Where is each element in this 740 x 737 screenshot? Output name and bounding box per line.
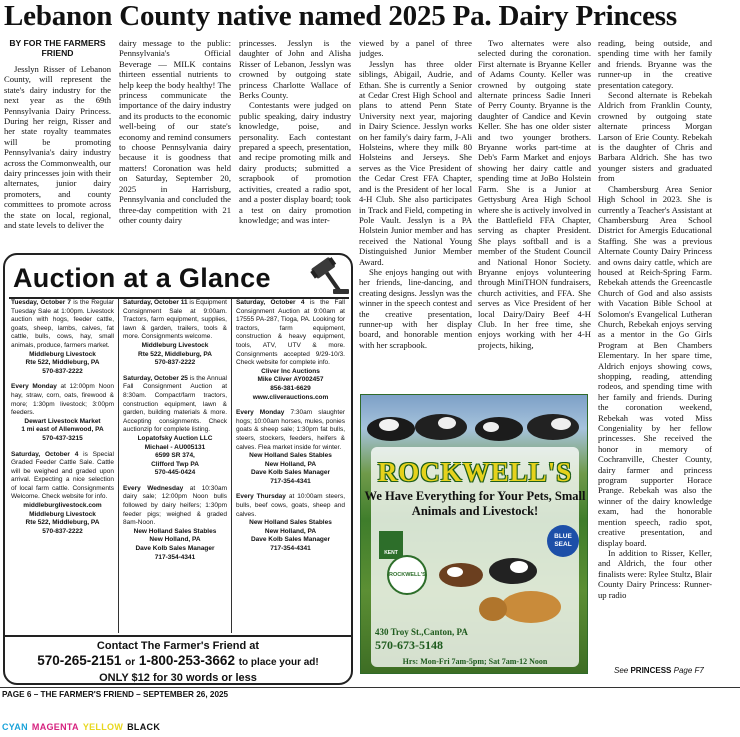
article-column-5 bbox=[478, 38, 591, 390]
listing-day: Every Monday bbox=[11, 383, 57, 391]
listing-contact-line: 6599 SR 374, bbox=[155, 452, 195, 460]
article-text-col6c: Chambersburg Area Senior High School in 2023. She is currently a Teacher's Assistant at Chambersburg Area School District for Amergis Educational Staffing. She was a previous Alternate County Dairy Princess and owns dairy cattle, which are housed at Reich-Spring Farm. Rebekah attends the Greencastle Church of God and also assists with Vacation Bible School at Solomon's Evangelical Lutheran Church, Rebekah enjoys serving as a mentor in the Go Girls Program at Ben Chambers Elementary. In her spare time, Aldrich enjoys showing cows, shopping, reading, attending rodeos, and spending time with her family and friends. During the coronation weekend, Rebekah was voted Miss Congeniality by her fellow princesses. She received the honor in memory of Cochranville, Chester County, dairy farmer and princess program supporter Horace Prange. Rebekah was also the winner of the dairy knowledge exam, had the honorable mention speech, radio spot, creative presentation, and display board. bbox=[598, 183, 712, 548]
article-text-col1: Jesslyn Risser of Lebanon County, will represent the state's dairy industry for the next year as the 69th Pennsylvania Dairy Princess. During her reign, Risser and her state royalty teammates will be promoting Pennsylvania's dairy industry across the Commonwealth, our dairy princesses join with their alternates, junior dairy promoters, and county committees to promote across the state on local, regional, and state levels to deliver the bbox=[4, 64, 111, 231]
auction-title: Auction at a Glance bbox=[13, 263, 271, 293]
listing-contact-line: Dave Kolb Sales Manager bbox=[250, 536, 331, 544]
listing-contact-line: Middleburg Livestock bbox=[141, 341, 209, 349]
listing-contact-line: New Holland Sales Stables bbox=[249, 452, 332, 460]
listing-description bbox=[123, 485, 227, 528]
listing-contact-line: New Holland, PA bbox=[264, 527, 317, 535]
listing-contact-line: New Holland Sales Stables bbox=[249, 519, 332, 527]
auction-column-1 bbox=[7, 299, 119, 633]
listing-description bbox=[11, 299, 114, 351]
listing-text: at 10:00am steers, bulls, beef cows, goats, sheep and calves. bbox=[236, 493, 345, 518]
listing-description bbox=[11, 451, 114, 503]
listing-text: at 10:30am dairy sale; 12:00pm Noon bulls followed by dairy heifers; 1:30pm feeder pigs; weighed & graded 8am-Noon. bbox=[123, 484, 227, 527]
listing-contact-line: New Holland Sales Stables bbox=[133, 527, 217, 535]
article-column-2 bbox=[119, 38, 231, 250]
ad-contact-box bbox=[5, 635, 351, 685]
article-column-6 bbox=[598, 38, 712, 664]
listing-contact-line: Cliver Inc Auctions bbox=[261, 367, 320, 375]
phone-1: 570-265-2151 bbox=[37, 653, 122, 668]
listing-contact-line: Rte 522, Middleburg, PA bbox=[25, 359, 100, 367]
listing-description bbox=[236, 409, 345, 452]
listing-contact-line: 570-837-2222 bbox=[42, 367, 83, 375]
rockwells-ad bbox=[360, 394, 588, 674]
listing-text: 7:30am slaughter hogs; 10:00am horses, mules, ponies goats & sheep sale; 1:30pm fat bulls, steers, stockers, feeders, heifers & calves. Flea market inside for winter. bbox=[236, 409, 345, 451]
listing-contact-line: Dave Kolb Sales Manager bbox=[135, 545, 215, 553]
headline: Lebanon County native named 2025 Pa. Dairy Princess bbox=[4, 0, 677, 32]
listing-description bbox=[123, 299, 227, 342]
auction-listing bbox=[123, 299, 227, 368]
continued-line bbox=[614, 666, 704, 675]
listing-contact-line: 570-837-2222 bbox=[42, 527, 83, 535]
listing-contact-line: Middleburg Livestock bbox=[29, 510, 96, 518]
listing-day: Saturday, October 4 bbox=[11, 450, 79, 458]
continued-page: Page F7 bbox=[673, 666, 704, 675]
continued-see: See bbox=[614, 666, 629, 675]
listing-description bbox=[236, 493, 345, 519]
store-phone: 570-673-5148 bbox=[375, 638, 443, 652]
listing-contact-line: 1 mi east of Allenwood, PA bbox=[21, 426, 104, 434]
listing-day: Every Monday bbox=[236, 409, 285, 417]
auction-column-2 bbox=[119, 299, 232, 633]
listing-contact-line: New Holland, PA bbox=[149, 536, 201, 544]
article-text-col6b: Second alternate is Rebekah Aldrich from Franklin County, crowned by outgoing state alternate princess Morgan Larson of Erie County. Rebekah is the daughter of Chris and Barbara Aldrich. She has two younger sisters and graduated from bbox=[598, 90, 712, 184]
auction-listing bbox=[236, 493, 345, 553]
article-text-col4b: Jesslyn has three older siblings, Abigail, Audrie, and Ethan. She is currently a Senior at Cedar Crest High School and plans to attend Penn State University next year, majoring in Dairy Science. Jesslyn works on her family's dairy farm, J-Ali Holsteins, where they milk 80 Holsteins and Jerseys. She serves as the Vice President of the Cedar Crest FFA Chapter, and is the President of her local 4-H Club. She also participates in Track and Field, competing in Pole Vault. Jesslyn is a PA Holstein Junior member and has received the National Young Distinguished Junior Member Award. bbox=[359, 58, 472, 267]
listing-contact-line: Rte 522, Middleburg, PA bbox=[138, 350, 212, 358]
listing-contact-line: middleburglivestock.com bbox=[23, 502, 102, 510]
article-column-4 bbox=[359, 38, 472, 390]
store-address: 430 Troy St.,Canton, PA bbox=[375, 627, 468, 637]
article-column-1 bbox=[4, 38, 111, 250]
auction-listing bbox=[123, 375, 227, 478]
kent-logo: KENT bbox=[379, 531, 403, 559]
listing-day: Saturday, October 25 bbox=[123, 374, 188, 382]
listing-day: Every Thursday bbox=[236, 493, 286, 501]
listing-text: is the Annual Fall Consignment Auction at 8:30am. Compact/farm tractors, construction equipment, lawn & garden, building materials & more. Accepting consignments. Check auctionzip for complete listing. bbox=[123, 374, 228, 434]
listing-text: is Special Graded Feeder Cattle Sale. Cattle will be weighed and graded upon arrival. Expecting a nice selection of local farm cattle. Consignments Welcome. Check website for info. bbox=[11, 450, 114, 501]
contact-line: Contact The Farmer's Friend at bbox=[96, 640, 260, 652]
listing-contact-line: 717-354-4341 bbox=[270, 545, 311, 553]
listing-description bbox=[123, 375, 227, 435]
listing-day: Saturday, October 4 bbox=[236, 299, 305, 306]
page-folio: PAGE 6 – THE FARMER'S FRIEND – SEPTEMBER 26, 2025 bbox=[2, 690, 229, 699]
cow-herd-silhouettes bbox=[361, 403, 588, 447]
color-label: MAGENTA bbox=[31, 722, 79, 732]
store-name: ROCKWELL'S bbox=[377, 457, 573, 487]
listing-text: is Equipment Consignment Sale at 9:00am. Tractors, farm equipment, supplies, lawn & garden, trailers, tools & more. Consignments welcome. bbox=[123, 299, 227, 341]
listing-contact-line: Lopatofsky Auction LLC bbox=[137, 434, 213, 442]
color-registration bbox=[2, 722, 164, 732]
article-text-col2: dairy message to the public: Pennsylvania's Official Beverage — MILK contains thirteen essential nutrients to help keep the body healthy! The princess communicate the importance of the dairy industry and its products to the economic well-being of our state's economy and remind consumers to choose Pennsylvania dairy because it is goodness that matters! Coronation was held on Saturday, September 20, 2025 in Harrisburg, Pennsylvania and concluded the three-day competition with 21 other county dairy bbox=[119, 38, 231, 225]
listing-contact-line: 570-437-3215 bbox=[42, 434, 83, 442]
auction-listing bbox=[11, 383, 114, 443]
listing-contact-line: www.cliverauctions.com bbox=[252, 393, 329, 401]
blue-seal-badge: BLUE SEAL bbox=[547, 525, 579, 557]
listing-text: is the Fall Consignment Auction at 9:00am at 17555 PA-287, Tioga, PA. Looking for tractors, farm equipment, construction & heavy equipment, tools, ATV, UTV & more. Consignments accepted 9/29-10/3. Check website for complete info. bbox=[236, 299, 345, 367]
store-tagline: We Have Everything for Your Pets, Small Animals and Livestock! bbox=[364, 489, 586, 518]
continued-word: PRINCESS bbox=[630, 666, 672, 675]
phone-or: or bbox=[125, 657, 136, 668]
article-column-3 bbox=[239, 38, 351, 250]
listing-contact-line: 570-445-0424 bbox=[154, 469, 196, 477]
contact-phones bbox=[5, 653, 351, 671]
gavel-icon bbox=[303, 257, 351, 297]
auction-listing bbox=[236, 409, 345, 486]
color-label: BLACK bbox=[127, 722, 161, 732]
listing-description bbox=[236, 299, 345, 368]
listing-contact-line: Mike Cliver AY002457 bbox=[257, 376, 324, 384]
color-label: CYAN bbox=[2, 722, 28, 732]
listing-day: Saturday, October 11 bbox=[123, 299, 188, 306]
listing-day: Tuesday, October 7 bbox=[11, 299, 72, 306]
listing-contact-line: Middleburg Livestock bbox=[29, 350, 96, 358]
article-text-col3b: Contestants were judged on public speaking, dairy industry knowledge, poise, and personality. Each contestant prepared a speech, presentation, and recipe promoting milk and dairy products; submitted a scrapbook of promotion activities, created a radio spot, and a poster display board; took a test on dairy promotion knowledge; and was inter- bbox=[239, 100, 351, 225]
listing-contact-line: Dave Kolb Sales Manager bbox=[250, 469, 331, 477]
animals-illustration bbox=[431, 545, 571, 625]
phone-tail: to place your ad! bbox=[238, 657, 319, 668]
listing-description bbox=[11, 383, 114, 417]
listing-contact-line: 856-381-6629 bbox=[270, 384, 311, 392]
article-text-col3: princesses. Jesslyn is the daughter of John and Alisha Risser of Lebanon, Jesslyn was crowned by outgoing state princess Charlotte Wallace of Berks County. bbox=[239, 38, 351, 101]
auction-listing bbox=[236, 299, 345, 402]
rockwells-seal: ROCKWELL'S bbox=[387, 555, 427, 595]
store-hours: Hrs: Mon-Fri 7am-5pm; Sat 7am-12 Noon bbox=[402, 657, 548, 666]
auction-listing bbox=[123, 485, 227, 562]
auction-listing bbox=[11, 451, 114, 537]
auction-listing bbox=[11, 299, 114, 376]
phone-2: 1-800-253-3662 bbox=[138, 653, 235, 668]
auction-column-3 bbox=[232, 299, 349, 633]
color-label: YELLOW bbox=[82, 722, 124, 732]
listing-contact-line: New Holland, PA bbox=[264, 460, 317, 468]
listing-contact-line: Rte 522, Middleburg, PA bbox=[25, 519, 100, 527]
listing-contact-line: 570-837-2222 bbox=[154, 359, 196, 367]
article-text-col4c: She enjoys hanging out with her friends, line-dancing, and creating designs. Jesslyn was the winner in the speech contest and the creative presentation, runner-up with her display board, and honorable mention with her scrapbook. bbox=[359, 266, 472, 350]
listing-contact-line: Dewart Livestock Market bbox=[24, 417, 101, 425]
ad-price: ONLY $12 for 30 words or less bbox=[99, 672, 257, 684]
listing-contact-line: 717-354-4341 bbox=[270, 477, 311, 485]
article-text-col5: Two alternates were also selected during the coronation. First alternate is Bryanne Keller of Adams County. Keller was crowned by outgoing state alternate princess Sadie Inneri of Perry County. Bryanne is the daughter of Candice and Kevin Keller. She has one older sister and two younger brothers. Bryanne works part-time at Deb's Farm Market and enjoys showing her dairy cattle and spending time at JoBo Holstein Farm. She is a Junior at Gettysburg Area High School where she is actively involved in the Battlefield FFA Chapter, serving as chapter President. She plays softball and is a member of the Student Council and National Honor Society. Bryanne enjoys volunteering through MiniTHON fundraisers, church activities, and FFA. She serves as Vice President of her local Dairy/Dairy Beef 4-H Club. In her free time, she enjoys working with her 4-H projects, hiking, bbox=[478, 38, 591, 350]
article-text-col4: viewed by a panel of three judges. bbox=[359, 38, 472, 59]
listing-contact-line: Clifford Twp PA bbox=[151, 460, 199, 468]
auction-at-a-glance bbox=[3, 253, 353, 685]
listing-day: Every Wednesday bbox=[123, 484, 184, 492]
listing-contact-line: 717-354-4341 bbox=[154, 553, 196, 561]
article-text-col6: reading, being outside, and spending time with her family and friends. Bryanne was the runner-up in the creative presentation category. bbox=[598, 38, 712, 90]
footer-rule bbox=[0, 687, 740, 688]
listing-text: is the Regular Tuesday Sale at 1:00pm. Livestock auction with hogs, feeder cattle, goats, sheep, lambs, calves, fat cattle, bulls, cows, hay, small animals, produce, farmers market. bbox=[11, 299, 114, 349]
listing-contact-line: Michael - AU005131 bbox=[144, 443, 206, 451]
listing-text: at 12:00pm Noon hay, straw, corn, oats, firewood & more; 1:30pm livestock; 3:00pm feeders. bbox=[11, 383, 114, 417]
article-text-col6d: In addition to Risser, Keller, and Aldrich, the four other finalists were: Rylee Stultz, Blair County Dairy Princess: Runner-up radio bbox=[598, 547, 712, 600]
byline: BY FOR THE FARMERS FRIEND bbox=[9, 38, 106, 58]
